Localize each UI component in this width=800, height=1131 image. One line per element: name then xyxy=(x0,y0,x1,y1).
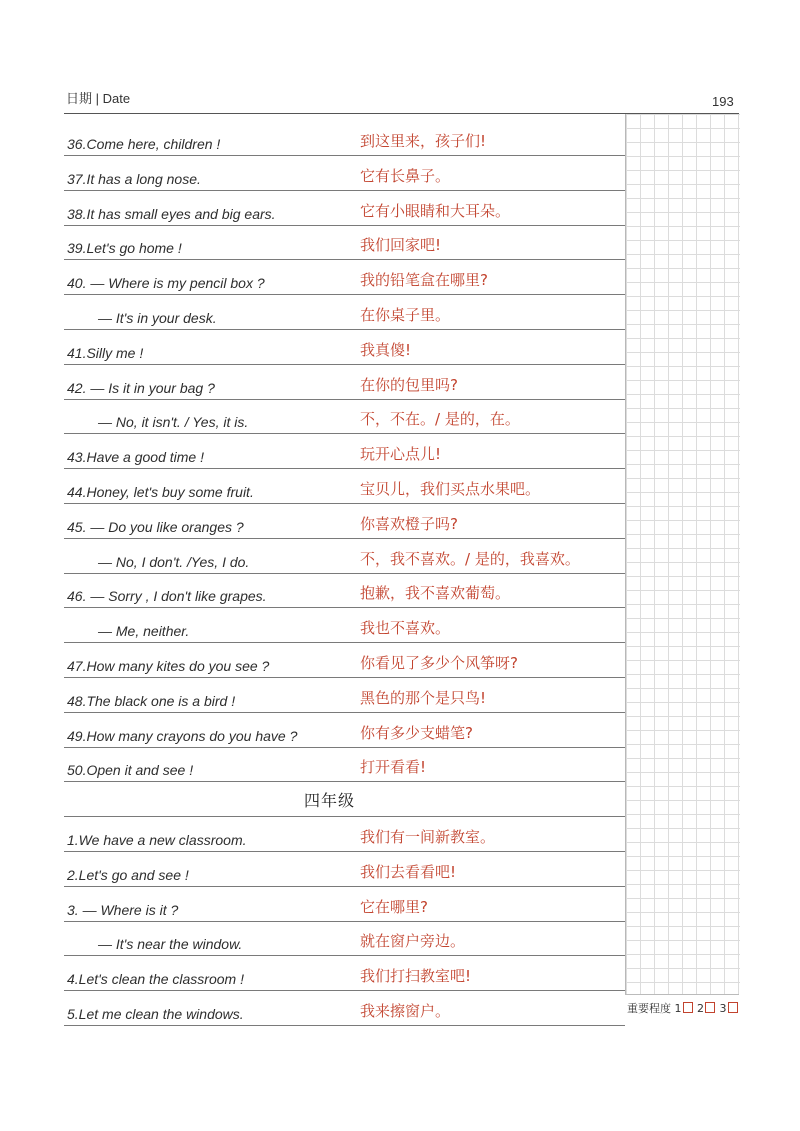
phrase-row xyxy=(64,886,625,922)
chinese-translation: 我也不喜欢。 xyxy=(360,619,451,638)
importance-level-3: 3 xyxy=(719,1002,727,1015)
phrase-row xyxy=(64,712,625,748)
english-phrase: 50.Open it and see ! xyxy=(67,762,194,779)
english-phrase: 44.Honey, let's buy some fruit. xyxy=(67,484,254,500)
chinese-translation: 你看见了多少个风筝呀? xyxy=(360,654,518,672)
section-heading: 四年级 xyxy=(304,791,356,811)
chinese-translation: 你喜欢橙子吗? xyxy=(360,514,458,533)
chinese-translation: 它有长鼻子。 xyxy=(360,166,451,185)
phrase-row xyxy=(64,398,625,434)
chinese-translation: 打开看看! xyxy=(360,758,427,777)
chinese-translation: 玩开心点儿! xyxy=(360,445,442,464)
english-phrase: 45. — Do you like oranges ? xyxy=(67,518,244,535)
phrase-row xyxy=(64,607,625,643)
importance-level-1: 1 xyxy=(674,1002,682,1015)
margin-grid xyxy=(625,114,740,994)
importance-box-2[interactable] xyxy=(705,1002,715,1013)
phrase-row xyxy=(64,468,625,504)
importance-level-2: 2 xyxy=(697,1002,704,1015)
english-phrase: 43.Have a good time ! xyxy=(67,449,204,466)
phrase-row xyxy=(64,572,625,608)
english-phrase: 3. — Where is it ? xyxy=(67,901,179,918)
phrase-row xyxy=(64,190,625,226)
chinese-translation: 我来擦窗户。 xyxy=(360,1002,451,1020)
chinese-translation: 我们有一间新教室。 xyxy=(360,828,496,846)
chinese-translation: 宝贝儿，我们买点水果吧。 xyxy=(360,480,541,498)
english-phrase: 41.Silly me ! xyxy=(67,344,144,361)
phrase-row xyxy=(64,746,625,782)
chinese-translation: 黑色的那个是只鸟! xyxy=(360,688,487,707)
phrase-row xyxy=(64,503,625,539)
english-phrase: 36.Come here, children ! xyxy=(67,136,221,152)
english-phrase: 38.It has small eyes and big ears. xyxy=(67,205,276,222)
phrase-row xyxy=(64,538,625,574)
importance-box-1[interactable] xyxy=(683,1002,693,1013)
phrase-row xyxy=(64,920,625,956)
chinese-translation: 就在窗户旁边。 xyxy=(360,932,466,951)
chinese-translation: 我们回家吧! xyxy=(360,236,442,255)
chinese-translation: 在你的包里吗? xyxy=(360,375,458,394)
section-heading-row xyxy=(64,781,625,817)
phrase-row xyxy=(64,677,625,713)
phrase-row xyxy=(64,120,625,156)
phrase-row xyxy=(64,816,625,852)
chinese-translation: 在你桌子里。 xyxy=(360,306,451,324)
chinese-translation: 我真傻! xyxy=(360,340,412,359)
english-phrase: — It's near the window. xyxy=(98,936,243,953)
importance-box-3[interactable] xyxy=(728,1002,738,1013)
chinese-translation: 到这里来，孩子们! xyxy=(360,132,487,150)
phrase-row xyxy=(64,259,625,295)
chinese-translation: 它有小眼睛和大耳朵。 xyxy=(360,201,511,220)
english-phrase: 1.We have a new classroom. xyxy=(67,832,247,848)
chinese-translation: 我们去看看吧! xyxy=(360,862,457,881)
phrase-row xyxy=(64,224,625,260)
phrase-row xyxy=(64,990,625,1026)
chinese-translation: 不，不在。/ 是的，在。 xyxy=(360,410,520,429)
english-phrase: — No, I don't. /Yes, I do. xyxy=(98,553,250,570)
english-phrase: — No, it isn't. / Yes, it is. xyxy=(98,414,249,431)
english-phrase: 48.The black one is a bird ! xyxy=(67,692,236,709)
chinese-translation: 你有多少支蜡笔? xyxy=(360,723,473,742)
english-phrase: — It's in your desk. xyxy=(98,310,217,326)
phrase-row xyxy=(64,294,625,330)
chinese-translation: 抱歉，我不喜欢葡萄。 xyxy=(360,584,511,603)
phrase-row xyxy=(64,329,625,365)
phrase-row xyxy=(64,364,625,400)
english-phrase: 49.How many crayons do you have ? xyxy=(67,727,298,744)
english-phrase: 46. — Sorry , I don't like grapes. xyxy=(67,588,267,605)
phrase-row xyxy=(64,851,625,887)
english-phrase: 42. — Is it in your bag ? xyxy=(67,379,215,396)
grid-bottom-rule xyxy=(625,994,739,995)
phrase-row xyxy=(64,155,625,191)
english-phrase: 5.Let me clean the windows. xyxy=(67,1006,244,1022)
english-phrase: 40. — Where is my pencil box ? xyxy=(67,275,265,292)
date-label: 日期 | Date xyxy=(66,91,131,106)
english-phrase: 39.Let's go home ! xyxy=(67,240,182,257)
english-phrase: 37.It has a long nose. xyxy=(67,170,201,187)
chinese-translation: 我们打扫教室吧! xyxy=(360,967,472,986)
chinese-translation: 我的铅笔盒在哪里? xyxy=(360,271,488,290)
chinese-translation: 它在哪里? xyxy=(360,897,428,916)
page-number: 193 xyxy=(712,94,734,109)
english-phrase: 2.Let's go and see ! xyxy=(67,866,189,883)
phrase-row xyxy=(64,642,625,678)
english-phrase: 4.Let's clean the classroom ! xyxy=(67,971,244,988)
english-phrase: 47.How many kites do you see ? xyxy=(67,658,270,674)
importance-rating xyxy=(627,1000,739,1016)
phrase-row xyxy=(64,433,625,469)
chinese-translation: 不，我不喜欢。/ 是的，我喜欢。 xyxy=(360,549,580,568)
phrase-row xyxy=(64,955,625,991)
english-phrase: — Me, neither. xyxy=(98,623,190,640)
importance-label: 重要程度 xyxy=(627,1002,671,1015)
